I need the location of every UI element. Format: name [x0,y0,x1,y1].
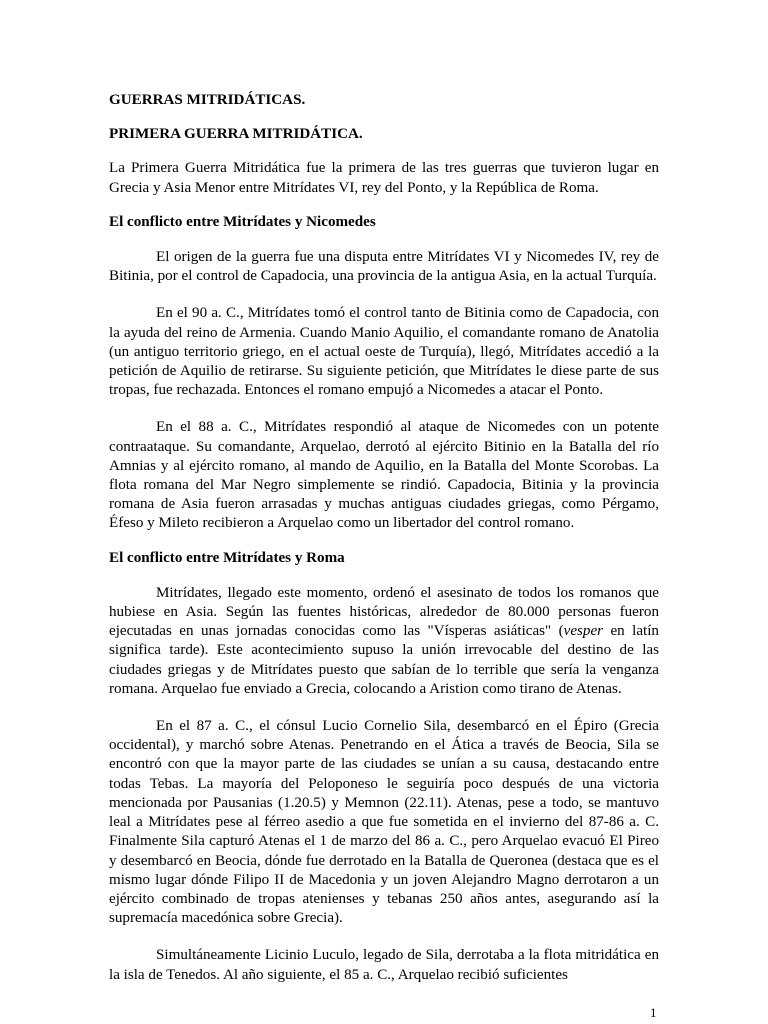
paragraph: En el 90 a. C., Mitrídates tomó el control tanto de Bitinia como de Capadocia, con la ayuda del reino de Armenia. Cuando Manio Aquilio, el comandante romano de Anatolia (un antiguo territorio griego, en el actual oeste de Turquía), llegó, Mitrídates accedió a la petición de Aquilio de retirarse. Su siguiente petición, que Mitrídates le diese parte de sus tropas, fue rechazada. Entonces el romano empujó a Nicomedes a atacar el Ponto. [109,305,659,399]
page-number: 1 [650,1005,657,1020]
section-heading: El conflicto entre Mitrídates y Roma [109,549,345,566]
paragraph: El origen de la guerra fue una disputa entre Mitrídates VI y Nicomedes IV, rey de Bitinia, por el control de Capadocia, una provincia de la antigua Asia, en la actual Turquía. [109,249,659,285]
paragraph [109,584,659,699]
document-subtitle: PRIMERA GUERRA MITRIDÁTICA. [109,126,363,143]
document-title: GUERRAS MITRIDÁTICAS. [109,92,306,108]
paragraph-text: en latín significa tarde). Este acontecimiento supuso la unión irrevocable del destino de las ciudades griegas y de Mitrídates puesto que sabían de lo terrible que sería la venganza romana. Arquelao fue enviado a Grecia, colocando a Aristion como tirano de Atenas. [109,623,659,697]
italic-term: vesper [563,623,604,640]
section-nicomedes [109,213,659,534]
intro-paragraph: La Primera Guerra Mitridática fue la primera de las tres guerras que tuvieron lugar en Grecia y Asia Menor entre Mitrídates VI, rey del Ponto, y la República de Roma. [109,160,659,196]
paragraph: Simultáneamente Licinio Luculo, legado de Sila, derrotaba a la flota mitridática en la isla de Tenedos. Al año siguiente, el 85 a. C., Arquelao recibió suficientes [109,947,659,983]
section-heading: El conflicto entre Mitrídates y Nicomedes [109,213,376,230]
paragraph-text: Mitrídates, llegado este momento, ordenó el asesinato de todos los romanos que hubiese en Asia. Según las fuentes históricas, alrededor de 80.000 personas fueron ejecutadas en unas jornadas conocidas como las "Vísperas asiáticas" ( [109,584,659,640]
document-body [109,91,659,985]
section-roma [109,549,659,985]
paragraph: En el 87 a. C., el cónsul Lucio Cornelio Sila, desembarcó en el Épiro (Grecia occidental), y marchó sobre Atenas. Penetrando en el Ática a través de Beocia, Sila se encontró con que la mayor parte de las ciudades se unían a su causa, destacando entre todas Tebas. La mayoría del Peloponeso le seguiría poco después de una victoria mencionada por Pausanias (1.20.5) y Memnon (22.11). Atenas, pese a todo, se mantuvo leal a Mitrídates pese al férreo asedio a que fue sometida en el invierno del 87-86 a. C. Finalmente Sila capturó Atenas el 1 de marzo del 86 a. C., pero Arquelao evacuó El Pireo y desembarcó en Beocia, dónde fue derrotado en la Batalla de Queronea (destaca que es el mismo lugar dónde Filipo II de Macedonia y un joven Alejandro Magno derrotaron a un ejército combinado de tropas atenienses y tebanas 250 años antes, asegurando así la supremacía macedónica sobre Grecia). [109,718,659,927]
paragraph: En el 88 a. C., Mitrídates respondió al ataque de Nicomedes con un potente contraataque. Su comandante, Arquelao, derrotó al ejército Bitinio en la Batalla del río Amnias y al ejército romano, al mando de Aquilio, en la Batalla del Monte Scorobas. La flota romana del Mar Negro simplemente se rindió. Capadocia, Bitinia y la provincia romana de Asia fueron arrasadas y muchas antiguas ciudades griegas, como Pérgamo, Éfeso y Mileto recibieron a Arquelao como un libertador del control romano. [109,419,659,532]
